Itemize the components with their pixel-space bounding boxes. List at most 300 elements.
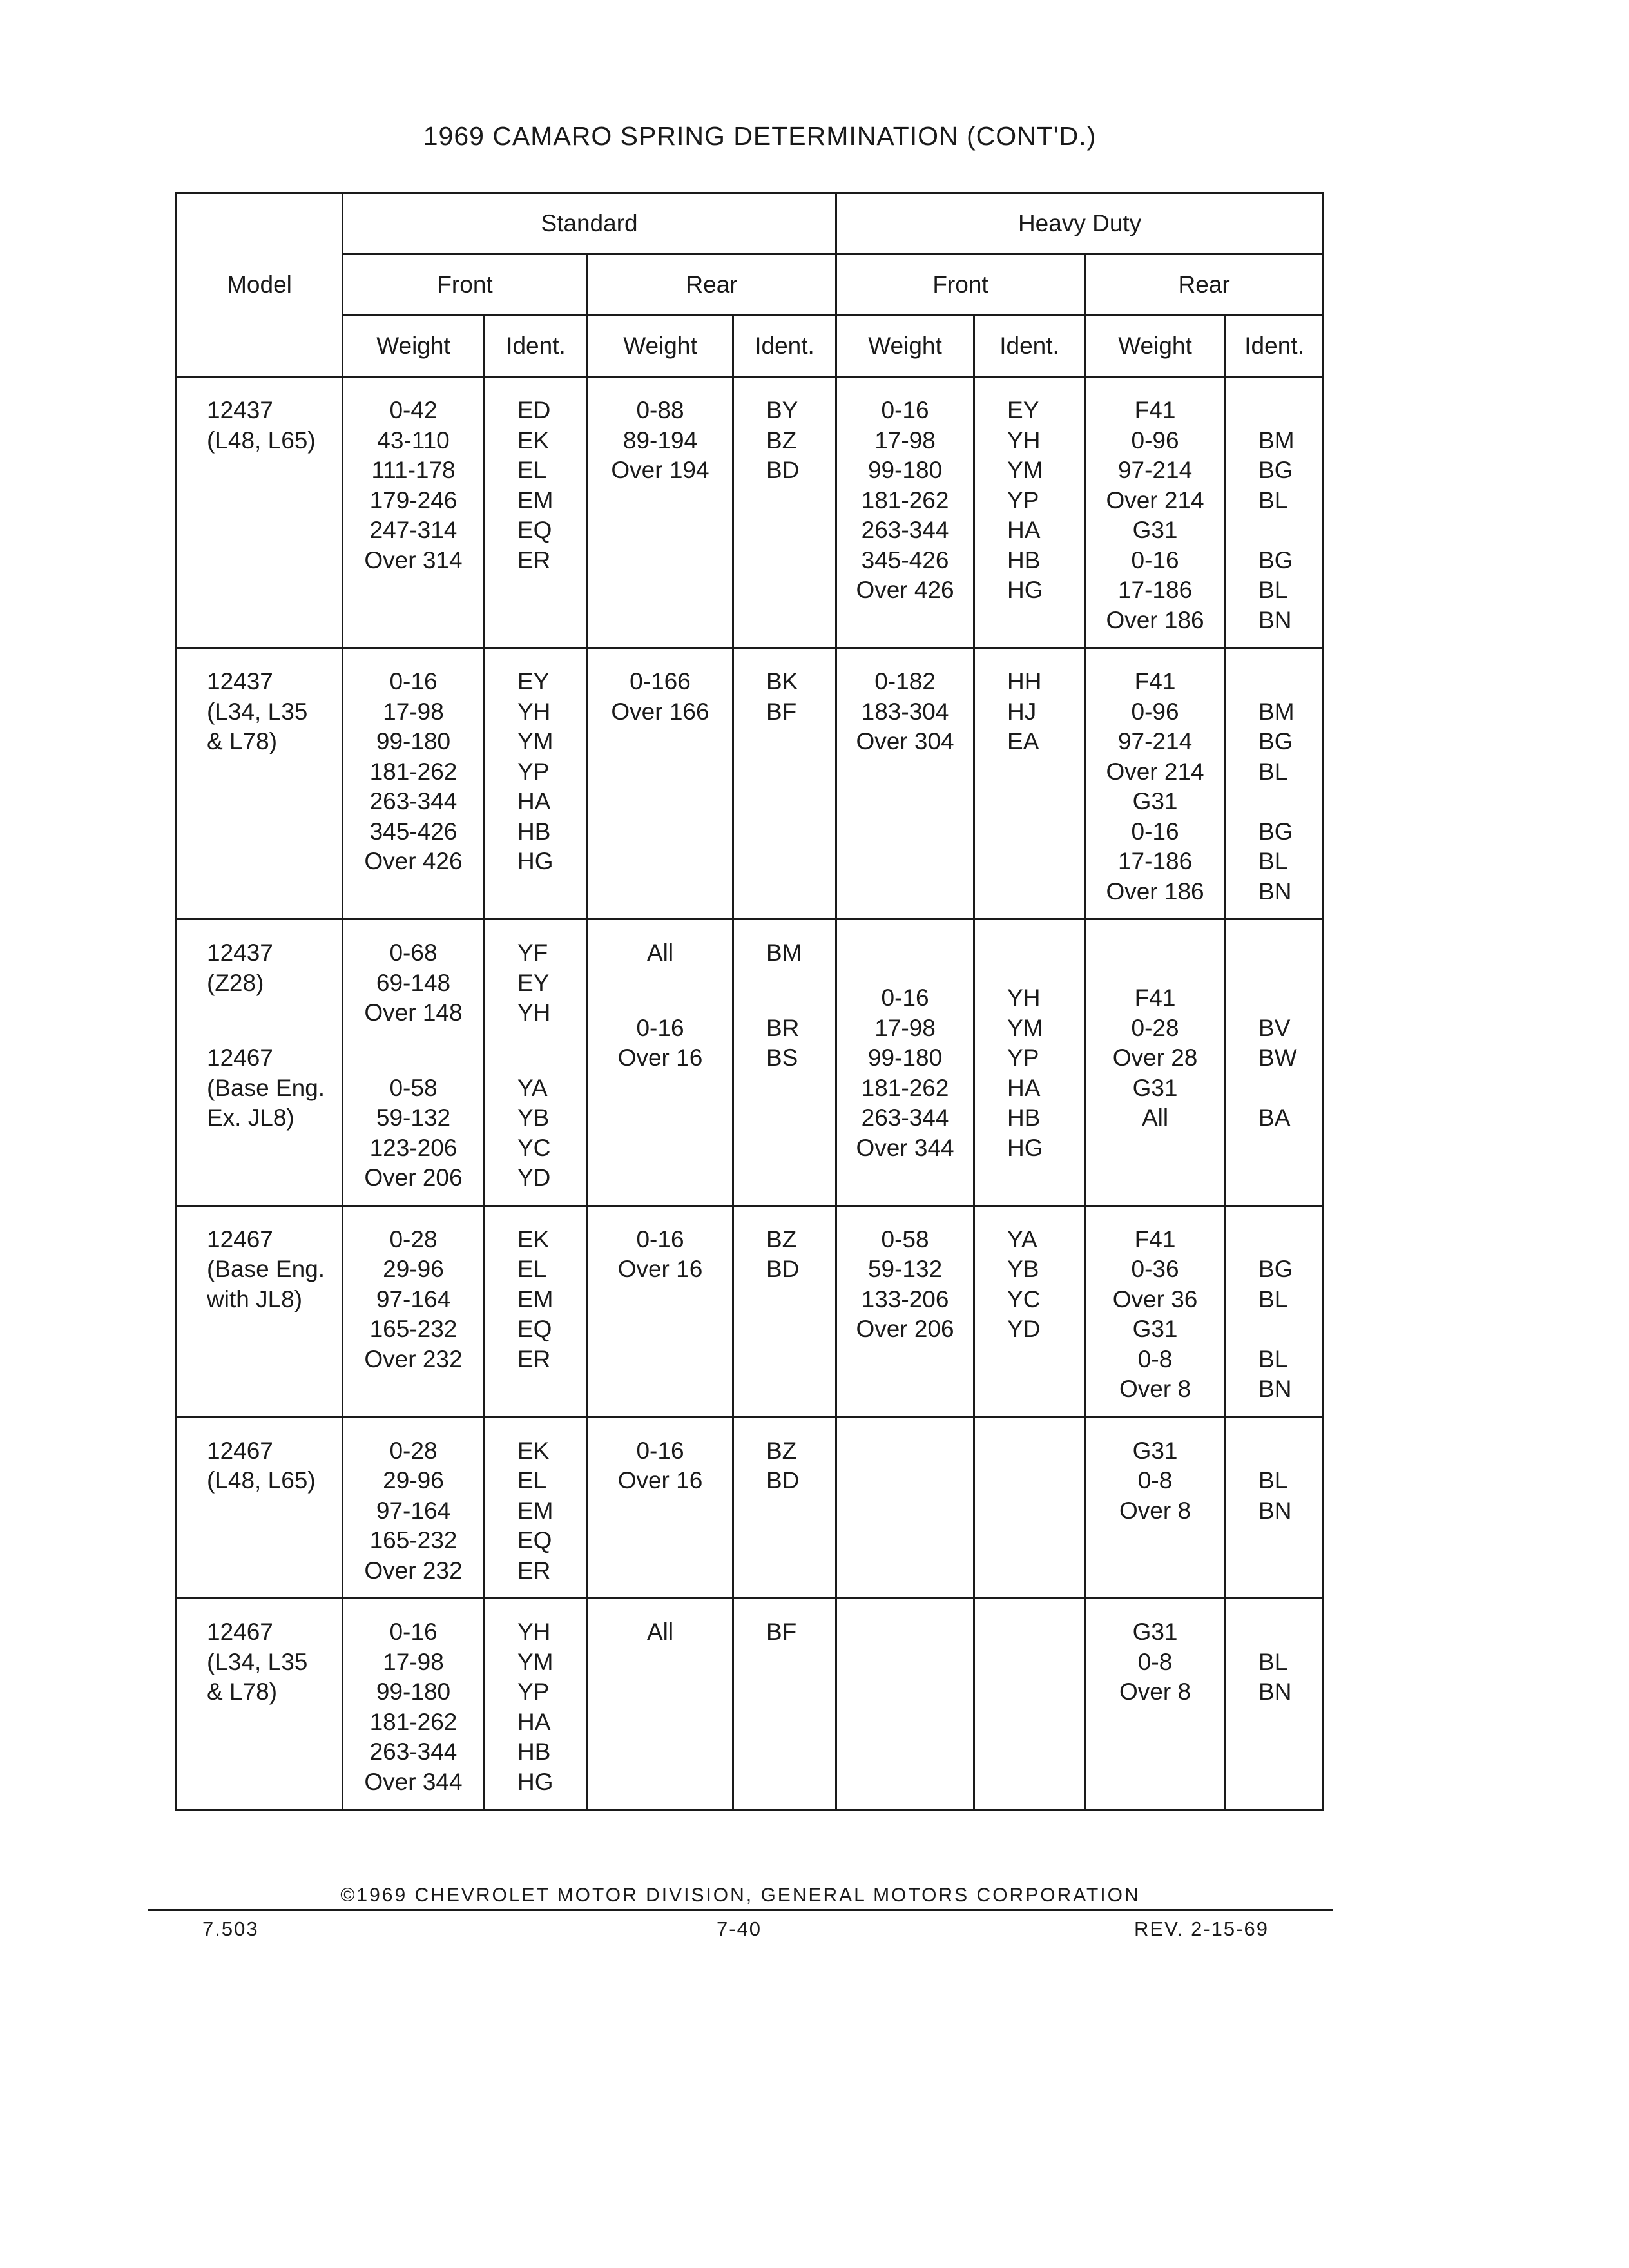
cell-line — [1258, 1617, 1322, 1648]
cell-line: (L34, L35 — [207, 698, 308, 725]
standard-front-ident-cell — [485, 377, 588, 648]
cell-line: 0-166 — [630, 668, 691, 695]
cell-line: BG — [1258, 1256, 1293, 1282]
cell-line: BR — [766, 1014, 800, 1041]
cell-line: Over 36 — [1112, 1285, 1198, 1312]
sub-row-gap — [517, 1028, 586, 1073]
cell-line: ER — [517, 1345, 551, 1372]
cell-line: Over 186 — [1106, 878, 1204, 905]
cell-line: F41 — [1134, 397, 1176, 423]
cell-line: 0-182 — [874, 668, 936, 695]
cell-line: BM — [1258, 698, 1295, 725]
cell-line: ER — [517, 546, 551, 573]
cell-line: 263-344 — [861, 517, 949, 543]
table-row — [177, 919, 1324, 1206]
cell-line: Over 426 — [856, 577, 954, 603]
cell-line: G31 — [1132, 1074, 1178, 1101]
standard-rear-ident-cell — [733, 377, 836, 648]
copyright-text: ©1969 CHEVROLET MOTOR DIVISION, GENERAL MOTORS CORPORATION — [338, 1885, 1142, 1906]
cell-line: 69-148 — [376, 969, 451, 996]
model-cell — [177, 919, 343, 1206]
cell-line — [1258, 1225, 1322, 1255]
standard-front-ident-cell — [485, 1417, 588, 1599]
cell-line: BN — [1258, 1497, 1292, 1524]
cell-line: HA — [517, 1708, 551, 1735]
cell-line: HA — [517, 788, 551, 814]
ident-header: Ident. — [485, 316, 588, 377]
cell-line: EY — [517, 969, 550, 996]
cell-line: 12467 — [207, 1619, 273, 1645]
cell-line: Over 186 — [1106, 606, 1204, 633]
cell-line: 263-344 — [861, 1104, 949, 1131]
cell-line: BL — [1258, 758, 1288, 785]
cell-line: YF — [517, 939, 548, 966]
page-title: 1969 CAMARO SPRING DETERMINATION (CONT'D.) — [423, 121, 1097, 151]
standard-front-ident-cell — [485, 648, 588, 919]
cell-line: HG — [517, 1768, 554, 1795]
cell-line: 17-98 — [383, 1648, 444, 1675]
cell-line: 0-16 — [636, 1014, 684, 1041]
cell-line: BL — [1258, 1467, 1288, 1494]
cell-line: YB — [517, 1104, 550, 1131]
cell-line: EK — [517, 1225, 550, 1253]
cell-line: 12437 — [207, 939, 273, 966]
cell-line: EY — [517, 668, 550, 695]
cell-line: 0-16 — [389, 1619, 438, 1645]
cell-line: EK — [517, 427, 550, 454]
cell-line: HG — [1007, 577, 1043, 603]
cell-line: BG — [1258, 728, 1293, 754]
cell-line: & L78) — [207, 1678, 278, 1705]
cell-line: BN — [1258, 1678, 1292, 1705]
cell-line: All — [646, 1619, 674, 1645]
cell-line: YM — [1007, 457, 1043, 483]
heavy-duty-front-weight-cell — [836, 1206, 974, 1417]
cell-line: 0-96 — [1131, 698, 1179, 725]
cell-line: 12467 — [207, 1437, 273, 1464]
cell-line: G31 — [1132, 788, 1178, 814]
cell-line: YH — [517, 999, 551, 1026]
sub-row-gap — [1258, 938, 1322, 983]
cell-line: BL — [1258, 1345, 1288, 1372]
standard-rear-ident-cell — [733, 1417, 836, 1599]
cell-line: BD — [766, 1467, 800, 1494]
cell-line: YB — [1007, 1256, 1039, 1282]
cell-line: 183-304 — [861, 698, 949, 725]
cell-line — [1258, 983, 1322, 1014]
cell-line: 0-28 — [389, 1437, 438, 1464]
cell-line: 0-16 — [1131, 546, 1179, 573]
cell-line: (Base Eng. — [207, 1074, 325, 1101]
cell-line: 17-98 — [874, 1014, 936, 1041]
cell-line: BS — [766, 1044, 798, 1071]
footer-divider — [148, 1909, 1333, 1911]
cell-line: 0-8 — [1137, 1345, 1173, 1372]
cell-line: 0-36 — [1131, 1256, 1179, 1282]
cell-line: G31 — [1132, 1619, 1178, 1645]
cell-line: 181-262 — [861, 1074, 949, 1101]
cell-line: EL — [517, 1467, 547, 1494]
standard-header: Standard — [343, 193, 836, 255]
standard-rear-ident-cell — [733, 648, 836, 919]
table-row — [177, 1599, 1324, 1810]
cell-line: Over 426 — [364, 848, 463, 874]
cell-line: EM — [517, 1497, 554, 1524]
cell-line: 99-180 — [376, 728, 451, 754]
heavy-duty-rear-weight-cell — [1085, 1599, 1226, 1810]
cell-line: Over 214 — [1106, 486, 1204, 514]
cell-line: BY — [766, 397, 798, 423]
sub-row-gap — [1086, 938, 1224, 983]
sub-row-gap — [343, 1028, 483, 1073]
heavy-duty-rear-ident-cell — [1226, 1206, 1324, 1417]
cell-line: (L34, L35 — [207, 1648, 308, 1675]
cell-line: 0-16 — [881, 397, 929, 423]
model-cell — [177, 1417, 343, 1599]
cell-line: 99-180 — [867, 1044, 943, 1071]
ident-header: Ident. — [974, 316, 1085, 377]
cell-line: YM — [517, 728, 554, 754]
sub-row-gap — [766, 968, 835, 1014]
cell-line: BD — [766, 1256, 800, 1282]
standard-rear-header: Rear — [588, 255, 836, 316]
cell-line: (Base Eng. — [207, 1256, 325, 1282]
cell-line: 0-88 — [636, 397, 684, 423]
cell-line: 0-16 — [1131, 818, 1179, 845]
cell-line: 59-132 — [867, 1256, 943, 1282]
cell-line: YP — [517, 1678, 550, 1705]
cell-line: EM — [517, 486, 554, 514]
standard-rear-weight-cell — [588, 648, 733, 919]
standard-front-weight-cell — [343, 919, 485, 1206]
cell-line: 345-426 — [861, 546, 949, 573]
cell-line: Over 344 — [856, 1134, 954, 1161]
revision-date: REV. 2-15-69 — [1134, 1917, 1269, 1940]
ident-header: Ident. — [733, 316, 836, 377]
cell-line: YH — [517, 1619, 551, 1645]
cell-line: YD — [1007, 1316, 1041, 1342]
heavy-duty-front-weight-cell — [836, 919, 974, 1206]
cell-line: 247-314 — [369, 517, 458, 543]
cell-line: BZ — [766, 1225, 797, 1253]
cell-line: Over 148 — [364, 999, 463, 1026]
cell-line: with JL8) — [207, 1285, 303, 1312]
cell-line: Over 344 — [364, 1768, 463, 1795]
heavy-duty-rear-weight-cell — [1085, 648, 1226, 919]
cell-line — [1258, 515, 1322, 546]
cell-line: F41 — [1134, 1225, 1176, 1253]
model-cell — [177, 1206, 343, 1417]
standard-rear-ident-cell — [733, 1599, 836, 1810]
cell-line: BM — [1258, 427, 1295, 454]
cell-line: 97-164 — [376, 1497, 451, 1524]
sub-row-gap — [588, 968, 732, 1014]
cell-line: HG — [517, 848, 554, 874]
cell-line: BF — [766, 1619, 797, 1645]
cell-line: 97-214 — [1117, 728, 1193, 754]
page-number: 7-40 — [717, 1917, 762, 1940]
cell-line: Over 16 — [617, 1256, 703, 1282]
heavy-duty-front-ident-cell — [974, 648, 1085, 919]
standard-rear-weight-cell — [588, 377, 733, 648]
cell-line: HJ — [1007, 698, 1037, 725]
heavy-duty-rear-ident-cell — [1226, 1417, 1324, 1599]
cell-line: EA — [1007, 728, 1039, 754]
cell-line: Over 16 — [617, 1044, 703, 1071]
cell-line: 165-232 — [369, 1316, 458, 1342]
cell-line: EQ — [517, 517, 552, 543]
cell-line: 0-28 — [389, 1225, 438, 1253]
cell-line: 0-68 — [389, 939, 438, 966]
cell-line: Over 28 — [1112, 1044, 1198, 1071]
cell-line: 0-16 — [389, 668, 438, 695]
cell-line: 0-58 — [881, 1225, 929, 1253]
cell-line: Over 232 — [364, 1557, 463, 1584]
standard-rear-weight-cell — [588, 1417, 733, 1599]
cell-line: 181-262 — [369, 1708, 458, 1735]
heavy-duty-rear-weight-cell — [1085, 919, 1226, 1206]
weight-header: Weight — [836, 316, 974, 377]
cell-line — [1258, 1073, 1322, 1104]
cell-line: EY — [1007, 397, 1039, 423]
cell-line: 12467 — [207, 1044, 273, 1071]
cell-line: EQ — [517, 1527, 552, 1553]
cell-line: YA — [1007, 1225, 1037, 1253]
cell-line: HB — [1007, 1104, 1041, 1131]
table-row — [177, 648, 1324, 919]
standard-rear-ident-cell — [733, 1206, 836, 1417]
cell-line: All — [646, 939, 674, 966]
model-cell — [177, 377, 343, 648]
spring-determination-table — [175, 192, 1324, 1811]
weight-header: Weight — [1085, 316, 1226, 377]
heavy-duty-rear-ident-cell — [1226, 648, 1324, 919]
cell-line: 181-262 — [861, 486, 949, 514]
heavy-duty-front-ident-cell — [974, 1206, 1085, 1417]
cell-line: 97-214 — [1117, 457, 1193, 483]
cell-line: (Z28) — [207, 969, 264, 996]
cell-line: YH — [1007, 985, 1041, 1011]
cell-line: YC — [517, 1134, 551, 1161]
cell-line: YP — [1007, 1044, 1039, 1071]
heavy-duty-rear-weight-cell — [1085, 1417, 1226, 1599]
cell-line: Over 8 — [1119, 1497, 1191, 1524]
heavy-duty-front-weight-cell — [836, 377, 974, 648]
standard-front-header: Front — [343, 255, 588, 316]
cell-line: HB — [1007, 546, 1041, 573]
heavy-duty-rear-ident-cell — [1226, 919, 1324, 1206]
standard-front-weight-cell — [343, 648, 485, 919]
cell-line: 0-58 — [389, 1074, 438, 1101]
cell-line: YP — [517, 758, 550, 785]
cell-line: 43-110 — [377, 427, 450, 454]
sub-row-gap — [1007, 938, 1084, 983]
heavy-duty-front-ident-cell — [974, 377, 1085, 648]
cell-line: 12467 — [207, 1225, 273, 1253]
cell-line: ED — [517, 397, 551, 423]
cell-line — [1258, 787, 1322, 817]
standard-rear-weight-cell — [588, 1599, 733, 1810]
cell-line: BG — [1258, 818, 1293, 845]
ident-header: Ident. — [1226, 316, 1324, 377]
cell-line: Over 166 — [611, 698, 709, 725]
cell-line — [1258, 1436, 1322, 1466]
cell-line: (L48, L65) — [207, 427, 316, 454]
heavy-duty-front-ident-cell — [974, 919, 1085, 1206]
cell-line: G31 — [1132, 1316, 1178, 1342]
cell-line: 17-98 — [874, 427, 936, 454]
sub-row-gap — [207, 998, 342, 1043]
heavy-duty-rear-weight-cell — [1085, 1206, 1226, 1417]
cell-line: 12437 — [207, 397, 273, 423]
heavy-duty-rear-ident-cell — [1226, 1599, 1324, 1810]
cell-line: 17-186 — [1117, 577, 1193, 603]
table-row — [177, 1417, 1324, 1599]
cell-line: 99-180 — [376, 1678, 451, 1705]
cell-line: BN — [1258, 878, 1292, 905]
cell-line: HG — [1007, 1134, 1043, 1161]
cell-line: BL — [1258, 848, 1288, 874]
cell-line: HA — [1007, 1074, 1041, 1101]
cell-line: 0-28 — [1131, 1014, 1179, 1041]
cell-line: BW — [1258, 1044, 1297, 1071]
cell-line: BV — [1258, 1014, 1291, 1041]
cell-line: 263-344 — [369, 788, 458, 814]
table-row — [177, 1206, 1324, 1417]
sub-row-gap — [837, 938, 973, 983]
cell-line: Over 8 — [1119, 1376, 1191, 1402]
cell-line: 99-180 — [867, 457, 943, 483]
cell-line: 0-16 — [636, 1437, 684, 1464]
cell-line: HH — [1007, 668, 1042, 695]
heavy-duty-front-weight-cell — [836, 1599, 974, 1810]
standard-front-ident-cell — [485, 1206, 588, 1417]
cell-line: Over 214 — [1106, 758, 1204, 785]
cell-line: BN — [1258, 1376, 1292, 1402]
cell-line: YC — [1007, 1285, 1041, 1312]
model-cell — [177, 648, 343, 919]
cell-line: Over 16 — [617, 1467, 703, 1494]
cell-line: YH — [1007, 427, 1041, 454]
cell-line: Over 8 — [1119, 1678, 1191, 1705]
cell-line: 59-132 — [376, 1104, 451, 1131]
cell-line: 0-42 — [389, 397, 438, 423]
cell-line: 0-96 — [1131, 427, 1179, 454]
table-body — [177, 377, 1324, 1810]
cell-line: BK — [766, 668, 798, 695]
cell-line: 0-16 — [881, 985, 929, 1011]
heavy-duty-front-ident-cell — [974, 1417, 1085, 1599]
cell-line: 17-186 — [1117, 848, 1193, 874]
cell-line: HB — [517, 1738, 551, 1765]
cell-line: 0-16 — [636, 1225, 684, 1253]
heavy-duty-rear-weight-cell — [1085, 377, 1226, 648]
standard-front-weight-cell — [343, 1206, 485, 1417]
cell-line: 133-206 — [861, 1285, 949, 1312]
cell-line: Over 304 — [856, 728, 954, 754]
cell-line: 165-232 — [369, 1527, 458, 1553]
cell-line: (L48, L65) — [207, 1467, 316, 1494]
table-header — [177, 193, 1324, 377]
cell-line: HA — [1007, 517, 1041, 543]
cell-line: YH — [517, 698, 551, 725]
cell-line: F41 — [1134, 668, 1176, 695]
copyright-line — [0, 1885, 1481, 1907]
cell-line: 89-194 — [622, 427, 698, 454]
heavy-duty-front-ident-cell — [974, 1599, 1085, 1810]
model-header: Model — [177, 193, 343, 377]
standard-rear-ident-cell — [733, 919, 836, 1206]
standard-front-weight-cell — [343, 377, 485, 648]
cell-line: G31 — [1132, 1437, 1178, 1464]
cell-line: Over 232 — [364, 1345, 463, 1372]
cell-line: 0-8 — [1137, 1467, 1173, 1494]
cell-line: 12437 — [207, 668, 273, 695]
cell-line: BG — [1258, 546, 1293, 573]
cell-line: 263-344 — [369, 1738, 458, 1765]
cell-line: HB — [517, 818, 551, 845]
cell-line: 179-246 — [369, 486, 458, 514]
heavy-duty-header: Heavy Duty — [836, 193, 1324, 255]
cell-line: & L78) — [207, 728, 278, 754]
standard-front-weight-cell — [343, 1417, 485, 1599]
cell-line: Over 194 — [611, 457, 709, 483]
table-row — [177, 377, 1324, 648]
cell-line: BF — [766, 698, 797, 725]
cell-line: G31 — [1132, 517, 1178, 543]
cell-line: BN — [1258, 606, 1292, 633]
cell-line: YA — [517, 1074, 548, 1101]
heavy-duty-front-weight-cell — [836, 648, 974, 919]
cell-line: 17-98 — [383, 698, 444, 725]
standard-front-ident-cell — [485, 919, 588, 1206]
cell-line: BL — [1258, 1285, 1288, 1312]
cell-line — [1258, 1314, 1322, 1345]
heavy-duty-front-header: Front — [836, 255, 1085, 316]
standard-front-ident-cell — [485, 1599, 588, 1810]
cell-line: 111-178 — [371, 457, 456, 483]
cell-line: BL — [1258, 486, 1288, 514]
cell-line: ER — [517, 1557, 551, 1584]
cell-line: 29-96 — [383, 1256, 444, 1282]
standard-rear-weight-cell — [588, 919, 733, 1206]
heavy-duty-rear-ident-cell — [1226, 377, 1324, 648]
cell-line: 29-96 — [383, 1467, 444, 1494]
heavy-duty-front-weight-cell — [836, 1417, 974, 1599]
cell-line: EL — [517, 1256, 547, 1282]
cell-line: BG — [1258, 457, 1293, 483]
cell-line: 123-206 — [369, 1134, 458, 1161]
heavy-duty-rear-header: Rear — [1085, 255, 1324, 316]
weight-header: Weight — [343, 316, 485, 377]
cell-line: 0-8 — [1137, 1648, 1173, 1675]
standard-rear-weight-cell — [588, 1206, 733, 1417]
model-cell — [177, 1599, 343, 1810]
cell-line: EQ — [517, 1316, 552, 1342]
cell-line: EM — [517, 1285, 554, 1312]
cell-line: All — [1141, 1104, 1169, 1131]
cell-line — [1258, 396, 1322, 426]
cell-line: EK — [517, 1437, 550, 1464]
cell-line: Over 314 — [364, 546, 463, 573]
cell-line: EL — [517, 457, 547, 483]
cell-line: YM — [517, 1648, 554, 1675]
cell-line: 181-262 — [369, 758, 458, 785]
cell-line: BM — [766, 939, 802, 966]
cell-line: YP — [1007, 486, 1039, 514]
cell-line: YD — [517, 1164, 551, 1191]
cell-line: Over 206 — [364, 1164, 463, 1191]
